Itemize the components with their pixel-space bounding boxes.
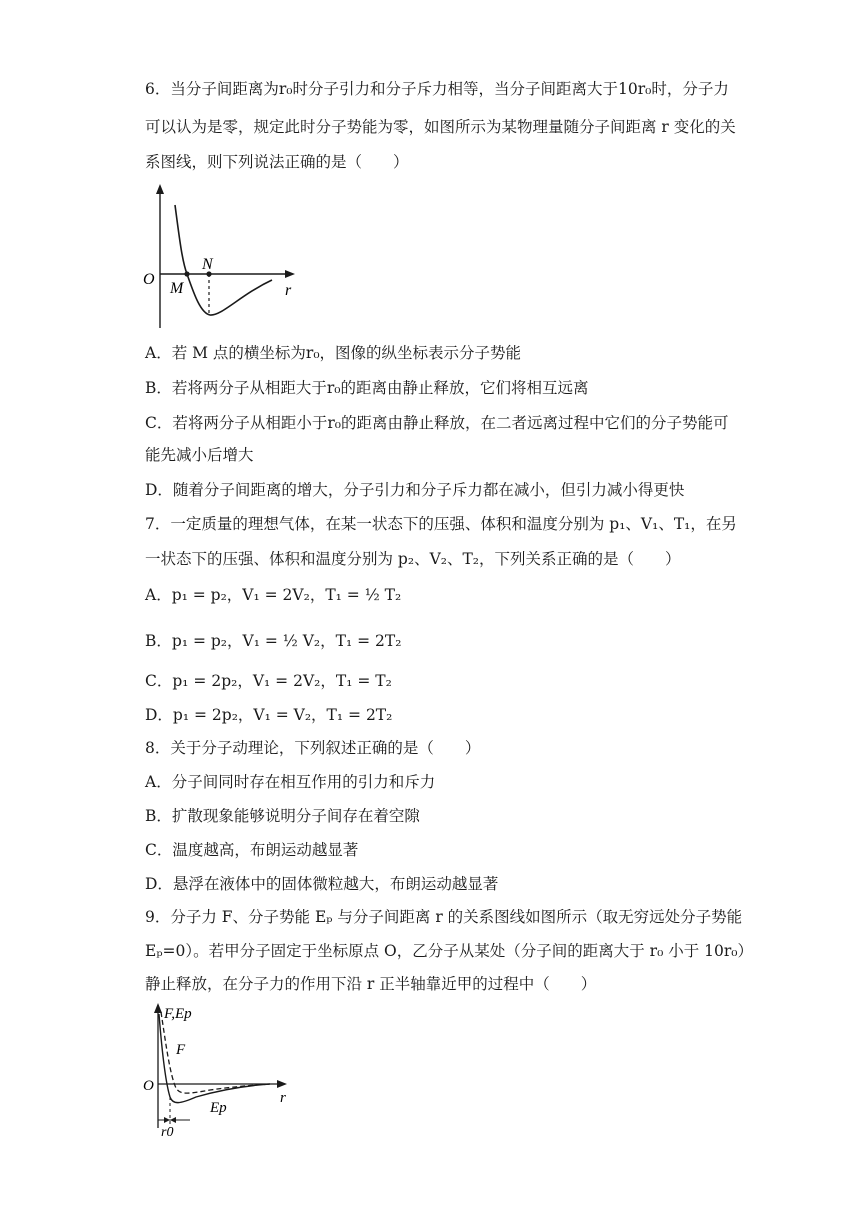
- q9-y-axis-label: F,Ep: [164, 1006, 192, 1022]
- q9-stem-line1: 9．分子力 F、分子势能 Eₚ 与分子间距离 r 的关系图线如图所示（取无穷远处分子势能: [145, 908, 743, 926]
- q7-option-b: B．p₁ = p₂，V₁ = ½ V₂，T₁ = 2T₂: [145, 632, 402, 650]
- q6-m-label: M: [170, 280, 184, 297]
- q6-option-b: B．若将两分子从相距大于r₀的距离由静止释放，它们将相互远离: [145, 379, 589, 397]
- q8-option-b: B．扩散现象能够说明分子间存在着空隙: [145, 807, 420, 825]
- q6-graph: [140, 183, 310, 333]
- q6-option-c-line2: 能先减小后增大: [145, 446, 254, 464]
- q7-stem-line2: 一状态下的压强、体积和温度分别为 p₂、V₂、T₂，下列关系正确的是（ ）: [145, 550, 681, 568]
- q8-stem: 8．关于分子动理论，下列叙述正确的是（ ）: [145, 739, 481, 757]
- q6-origin-label: O: [143, 271, 155, 288]
- q6-n-label: N: [202, 256, 213, 273]
- q8-option-a: A．分子间同时存在相互作用的引力和斥力: [145, 773, 436, 791]
- q6-option-d: D．随着分子间距离的增大，分子引力和分子斥力都在减小，但引力减小得更快: [145, 481, 685, 499]
- q9-f-label: F: [176, 1042, 186, 1058]
- q9-r-label: r: [280, 1090, 286, 1106]
- q8-option-c: C．温度越高，布朗运动越显著: [145, 841, 359, 859]
- q9-origin-label: O: [143, 1078, 154, 1094]
- q9-stem-line3: 静止释放，在分子力的作用下沿 r 正半轴靠近甲的过程中（ ）: [145, 975, 597, 993]
- q7-option-a: A．p₁ = p₂，V₁ = 2V₂，T₁ = ½ T₂: [145, 586, 402, 604]
- q6-option-a: A．若 M 点的横坐标为r₀，图像的纵坐标表示分子势能: [145, 344, 522, 362]
- q9-graph: [140, 1000, 300, 1140]
- q6-stem-line2: 可以认为是零，规定此时分子势能为零，如图所示为某物理量随分子间距离 r 变化的关: [145, 118, 736, 136]
- q7-stem-line1: 7．一定质量的理想气体，在某一状态下的压强、体积和温度分别为 p₁、V₁、T₁，在另: [145, 515, 737, 533]
- q9-stem-line2: Eₚ=0）。若甲分子固定于坐标原点 O，乙分子从某处（分子间的距离大于 r₀ 小于 10r₀）: [145, 942, 753, 960]
- q6-stem-line1: 6．当分子间距离为r₀时分子引力和分子斥力相等，当分子间距离大于10r₀时，分子力: [145, 80, 729, 98]
- q8-option-d: D．悬浮在液体中的固体微粒越大，布朗运动越显著: [145, 875, 499, 893]
- q6-r-label: r: [285, 282, 292, 299]
- q7-option-c: C．p₁ = 2p₂，V₁ = 2V₂，T₁ = T₂: [145, 672, 392, 690]
- q6-option-c-line1: C．若将两分子从相距小于r₀的距离由静止释放，在二者远离过程中它们的分子势能可: [145, 414, 729, 432]
- q9-ep-label: Ep: [210, 1100, 227, 1116]
- q7-option-d: D．p₁ = 2p₂，V₁ = V₂，T₁ = 2T₂: [145, 706, 393, 724]
- q9-r0-label: r0: [161, 1125, 174, 1140]
- q6-stem-line3: 系图线，则下列说法正确的是（ ）: [145, 153, 409, 171]
